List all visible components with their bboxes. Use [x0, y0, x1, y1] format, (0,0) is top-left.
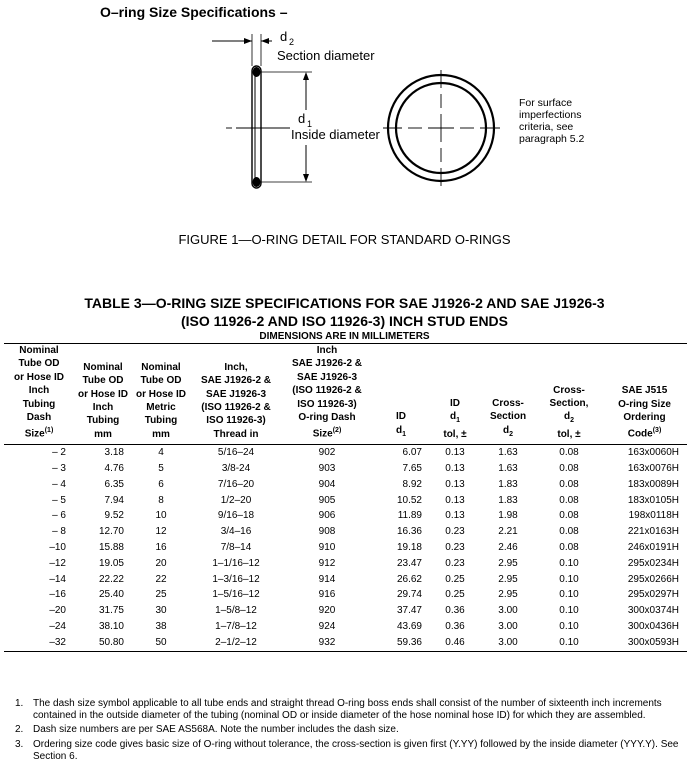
cell-id: 6.07: [402, 447, 422, 459]
footnote: 2. Dash size numbers are per SAE AS568A. Note the number includes the dash size.: [15, 724, 399, 736]
cell-tube-od-metric: 4: [158, 447, 164, 459]
cell-thread: 2–1/2–12: [215, 636, 257, 648]
col-header-oring-dash-size: Inch SAE J1926-2 & SAE J1926-3 (ISO 11926-2 & ISO 11926-3) O-ring Dash Size$^{(2)}$: [282, 344, 372, 445]
col-header-tubing-inch: Nominal Tube OD or Hose ID Inch Tubing mm: [74, 344, 132, 445]
table-row: [4, 493, 687, 509]
table-title-line2: (ISO 11926-2 AND ISO 11926-3) INCH STUD ENDS: [180, 313, 509, 329]
cell-id: 7.65: [402, 462, 422, 474]
table-row: [4, 540, 687, 556]
cell-ordering-code: 221x0163H: [627, 526, 679, 538]
table-row: [4, 603, 687, 619]
cell-tube-od-inch: 4.76: [104, 462, 124, 474]
cell-tube-od-inch: 6.35: [104, 478, 124, 490]
cell-id-tol: 0.13: [445, 462, 465, 474]
cell-dash-size: –14: [49, 573, 66, 585]
footnote: 3. Ordering size code gives basic size of O-ring without tolerance, the cross-section is given first (Y.YY) followed by the inside diameter (YYY.Y). See Section 6.: [15, 738, 679, 762]
cell-cross-section-tol: 0.10: [559, 589, 579, 601]
table-row: [4, 477, 687, 493]
surface-note-line: paragraph 5.2: [519, 133, 585, 145]
cell-ordering-code: 198x0118H: [628, 510, 679, 522]
cell-ordering-code: 295x0297H: [627, 589, 679, 601]
cell-dash-size: –24: [49, 620, 66, 632]
cell-tube-od-inch: 3.18: [104, 447, 124, 459]
cell-cross-section: 2.95: [498, 573, 518, 585]
cell-id-tol: 0.36: [445, 620, 465, 632]
cell-dash-size: – 3: [52, 462, 66, 474]
cell-tube-od-inch: 31.75: [98, 605, 124, 617]
table-row: [4, 461, 687, 477]
cell-id-tol: 0.36: [445, 605, 465, 617]
cell-ordering-code: 163x0076H: [627, 462, 679, 474]
cell-cross-section-tol: 0.08: [559, 526, 579, 538]
table-row: [4, 587, 687, 603]
cell-thread: 1–5/16–12: [212, 589, 260, 601]
cell-dash-size: –32: [49, 636, 66, 648]
cell-oring-dash-size: 906: [318, 510, 336, 522]
cell-tube-od-inch: 22.22: [98, 573, 124, 585]
cell-id: 43.69: [396, 620, 422, 632]
cell-thread: 1–5/8–12: [215, 605, 257, 617]
col-header-dash-size: Nominal Tube OD or Hose ID Inch Tubing Dash Size$^{(1)}$: [4, 344, 74, 445]
table-row: [4, 635, 687, 651]
table-subtitle: DIMENSIONS ARE IN MILLIMETERS: [259, 331, 430, 342]
cell-ordering-code: 163x0060H: [627, 447, 679, 459]
table-row: [4, 524, 687, 540]
cell-cross-section-tol: 0.08: [559, 541, 579, 553]
d1-subscript: 1: [307, 119, 313, 129]
cell-ordering-code: 295x0266H: [627, 573, 679, 585]
cell-cross-section-tol: 0.08: [559, 478, 579, 490]
cell-id: 59.36: [396, 636, 422, 648]
cell-id-tol: 0.23: [445, 557, 465, 569]
d1-symbol: d: [298, 111, 306, 126]
cell-cross-section: 3.00: [498, 605, 518, 617]
cell-cross-section: 3.00: [498, 620, 518, 632]
cell-oring-dash-size: 916: [318, 589, 336, 601]
cell-id: 19.18: [396, 541, 422, 553]
cell-cross-section-tol: 0.10: [559, 557, 579, 569]
cell-id-tol: 0.46: [445, 636, 465, 648]
cell-ordering-code: 183x0089H: [627, 478, 679, 490]
surface-note-line: For surface: [519, 97, 573, 109]
oring-size-table: [4, 343, 687, 652]
table-header-row: [4, 344, 687, 445]
cell-thread: 1/2–20: [220, 494, 252, 506]
cell-oring-dash-size: 908: [318, 526, 336, 538]
cell-tube-od-inch: 38.10: [98, 620, 124, 632]
cell-thread: 9/16–18: [217, 510, 255, 522]
cell-tube-od-metric: 8: [158, 494, 164, 506]
cell-oring-dash-size: 905: [318, 494, 336, 506]
cell-id: 29.74: [396, 589, 422, 601]
col-header-id-tol: ID $d_1$ tol, ±: [430, 344, 480, 445]
cell-cross-section-tol: 0.10: [559, 636, 579, 648]
cell-dash-size: –12: [49, 557, 66, 569]
footnotes: [15, 698, 680, 765]
cell-ordering-code: 300x0436H: [627, 620, 679, 632]
oring-side-section: [252, 66, 261, 188]
cell-thread: 3/8-24: [221, 462, 251, 474]
col-header-tubing-metric: Nominal Tube OD or Hose ID Metric Tubing mm: [132, 344, 190, 445]
cell-oring-dash-size: 912: [318, 557, 336, 569]
cell-dash-size: – 8: [52, 526, 66, 538]
cell-id-tol: 0.13: [445, 510, 465, 522]
cell-cross-section: 1.98: [498, 510, 518, 522]
cell-tube-od-metric: 16: [155, 541, 167, 553]
cell-id: 16.36: [396, 526, 422, 538]
cell-thread: 1–7/8–12: [215, 620, 257, 632]
table-row: [4, 445, 687, 461]
cell-thread: 3/4–16: [220, 526, 252, 538]
col-header-id: ID $d_1$: [372, 344, 430, 445]
cell-cross-section-tol: 0.08: [559, 447, 579, 459]
cell-id-tol: 0.25: [445, 573, 465, 585]
cell-dash-size: – 5: [52, 494, 66, 506]
cell-cross-section-tol: 0.10: [559, 620, 579, 632]
cell-thread: 7/16–20: [217, 478, 255, 490]
cell-cross-section-tol: 0.08: [559, 510, 579, 522]
cell-thread: 1–3/16–12: [212, 573, 260, 585]
table-body: [4, 445, 687, 651]
cell-cross-section: 1.63: [498, 462, 518, 474]
cell-dash-size: – 6: [52, 510, 66, 522]
cell-oring-dash-size: 910: [318, 541, 336, 553]
cell-cross-section: 2.46: [498, 541, 518, 553]
surface-note-line: imperfections: [519, 109, 582, 121]
cell-id: 11.89: [397, 510, 422, 522]
cell-cross-section-tol: 0.10: [559, 605, 579, 617]
cell-tube-od-inch: 25.40: [98, 589, 124, 601]
col-header-thread: Inch, SAE J1926-2 & SAE J1926-3 (ISO 11926-2 & ISO 11926-3) Thread in: [190, 344, 282, 445]
d2-subscript: 2: [289, 37, 295, 47]
table-row: [4, 556, 687, 572]
cell-dash-size: – 4: [52, 478, 66, 490]
cell-ordering-code: 183x0105H: [627, 494, 679, 506]
table-row: [4, 572, 687, 588]
section-diameter-label: Section diameter: [277, 48, 375, 63]
cell-tube-od-metric: 50: [155, 636, 167, 648]
table-row: [4, 508, 687, 524]
cell-oring-dash-size: 903: [318, 462, 336, 474]
cell-id-tol: 0.23: [445, 526, 465, 538]
table-row: [4, 619, 687, 635]
cell-cross-section: 3.00: [498, 636, 518, 648]
cell-thread: 1–1/16–12: [212, 557, 260, 569]
cell-id-tol: 0.23: [445, 541, 465, 553]
cell-tube-od-inch: 50.80: [98, 636, 124, 648]
cell-id-tol: 0.25: [445, 589, 465, 601]
cell-id-tol: 0.13: [445, 447, 465, 459]
oring-figure: [0, 0, 689, 225]
cell-ordering-code: 246x0191H: [627, 541, 679, 553]
cell-oring-dash-size: 932: [318, 636, 336, 648]
table-title-line1: TABLE 3—O-RING SIZE SPECIFICATIONS FOR SAE J1926-2 AND SAE J1926-3: [84, 295, 605, 311]
cell-tube-od-inch: 12.70: [98, 526, 124, 538]
surface-note-line: criteria, see: [519, 121, 574, 133]
cell-tube-od-metric: 38: [155, 620, 167, 632]
cell-cross-section-tol: 0.08: [559, 494, 579, 506]
cell-oring-dash-size: 904: [318, 478, 336, 490]
cell-id: 23.47: [396, 557, 422, 569]
col-header-ordering-code: SAE J515 O-ring Size Ordering Code$^{(3)}$: [602, 344, 687, 445]
cell-oring-dash-size: 914: [318, 573, 336, 585]
cell-id: 8.92: [402, 478, 422, 490]
cell-thread: 7/8–14: [220, 541, 252, 553]
cell-oring-dash-size: 902: [318, 447, 336, 459]
inside-diameter-label: Inside diameter: [291, 127, 380, 142]
footnote: 1. The dash size symbol applicable to all tube ends and straight thread O-ring boss ends shall consist of the number of sixteenth inch increments contained in the outside diameter of the tubing (nominal OD or inside diameter of the hose nominal hose ID) for which they are assembled.: [15, 698, 662, 722]
col-header-cross-section: Cross- Section $d_2$: [480, 344, 536, 445]
cell-dash-size: – 2: [52, 447, 66, 459]
cell-tube-od-metric: 10: [155, 510, 167, 522]
cell-thread: 5/16–24: [217, 447, 255, 459]
cell-tube-od-inch: 15.88: [98, 541, 124, 553]
col-header-cross-section-tol: Cross- Section, $d_2$ tol, ±: [536, 344, 602, 445]
page-heading: O–ring Size Specifications –: [100, 4, 288, 20]
figure-caption: FIGURE 1—O-RING DETAIL FOR STANDARD O-RINGS: [178, 232, 511, 247]
cell-dash-size: –20: [49, 605, 66, 617]
cell-cross-section: 1.83: [498, 478, 518, 490]
cell-ordering-code: 300x0374H: [627, 605, 679, 617]
cell-oring-dash-size: 924: [318, 620, 336, 632]
cell-tube-od-metric: 22: [155, 573, 167, 585]
cell-tube-od-metric: 30: [155, 605, 167, 617]
cell-dash-size: –10: [49, 541, 66, 553]
cell-tube-od-inch: 19.05: [98, 557, 124, 569]
cell-id-tol: 0.13: [445, 478, 465, 490]
cell-tube-od-metric: 12: [155, 526, 167, 538]
cell-cross-section: 2.95: [498, 589, 518, 601]
cell-ordering-code: 300x0593H: [627, 636, 679, 648]
cell-cross-section: 2.21: [498, 526, 518, 538]
cell-tube-od-metric: 25: [155, 589, 167, 601]
cell-tube-od-metric: 20: [155, 557, 167, 569]
cell-dash-size: –16: [49, 589, 66, 601]
cell-ordering-code: 295x0234H: [627, 557, 679, 569]
cell-oring-dash-size: 920: [318, 605, 336, 617]
cell-tube-od-inch: 9.52: [104, 510, 124, 522]
d2-symbol: d: [280, 29, 288, 44]
cell-id: 37.47: [396, 605, 422, 617]
cell-tube-od-metric: 5: [158, 462, 164, 474]
cell-id-tol: 0.13: [445, 494, 465, 506]
cell-tube-od-inch: 7.94: [104, 494, 124, 506]
cell-cross-section: 1.63: [498, 447, 518, 459]
cell-cross-section-tol: 0.10: [559, 573, 579, 585]
cell-id: 26.62: [396, 573, 422, 585]
cell-cross-section: 2.95: [498, 557, 518, 569]
cell-cross-section: 1.83: [498, 494, 518, 506]
cell-id: 10.52: [396, 494, 422, 506]
cell-tube-od-metric: 6: [158, 478, 164, 490]
cell-cross-section-tol: 0.08: [559, 462, 579, 474]
